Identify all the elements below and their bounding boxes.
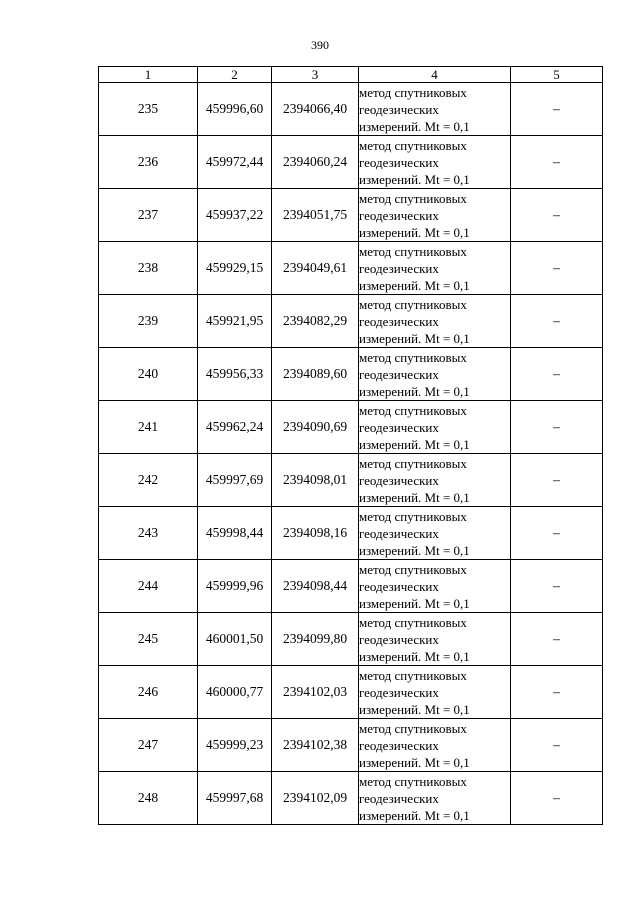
note-cell: –	[511, 348, 603, 401]
table-row	[99, 454, 603, 507]
x-coordinate-cell: 459998,44	[198, 507, 272, 560]
y-coordinate-cell: 2394060,24	[272, 136, 359, 189]
note-cell: –	[511, 613, 603, 666]
table-row	[99, 83, 603, 136]
method-line: метод спутниковых	[359, 561, 467, 577]
page-number: 390	[311, 38, 329, 52]
y-coordinate-cell: 2394102,03	[272, 666, 359, 719]
method-cell	[359, 560, 511, 613]
point-number-cell: 245	[99, 613, 198, 666]
x-coordinate-cell: 459929,15	[198, 242, 272, 295]
y-coordinate-cell: 2394099,80	[272, 613, 359, 666]
table-row	[99, 348, 603, 401]
point-number-cell: 244	[99, 560, 198, 613]
y-coordinate-cell: 2394089,60	[272, 348, 359, 401]
x-coordinate-cell: 459999,23	[198, 719, 272, 772]
table-row	[99, 613, 603, 666]
method-cell	[359, 136, 511, 189]
method-line: метод спутниковых	[359, 296, 467, 312]
table-row	[99, 719, 603, 772]
x-coordinate-cell: 459937,22	[198, 189, 272, 242]
method-cell	[359, 295, 511, 348]
x-coordinate-cell: 459956,33	[198, 348, 272, 401]
table-row	[99, 666, 603, 719]
point-number-cell: 240	[99, 348, 198, 401]
method-line: измерений. Mt = 0,1	[359, 701, 470, 717]
note-cell: –	[511, 454, 603, 507]
note-cell: –	[511, 242, 603, 295]
method-line: измерений. Mt = 0,1	[359, 648, 470, 664]
x-coordinate-cell: 460000,77	[198, 666, 272, 719]
note-cell: –	[511, 719, 603, 772]
y-coordinate-cell: 2394051,75	[272, 189, 359, 242]
y-coordinate-cell: 2394049,61	[272, 242, 359, 295]
point-number-cell: 243	[99, 507, 198, 560]
note-cell: –	[511, 295, 603, 348]
y-coordinate-cell: 2394098,44	[272, 560, 359, 613]
point-number-cell: 238	[99, 242, 198, 295]
note-cell: –	[511, 666, 603, 719]
note-cell: –	[511, 83, 603, 136]
method-line: измерений. Mt = 0,1	[359, 542, 470, 558]
method-line: измерений. Mt = 0,1	[359, 224, 470, 240]
method-line: метод спутниковых	[359, 243, 467, 259]
method-line: геодезических	[359, 790, 439, 806]
method-line: метод спутниковых	[359, 349, 467, 365]
method-line: метод спутниковых	[359, 667, 467, 683]
method-line: измерений. Mt = 0,1	[359, 171, 470, 187]
method-cell	[359, 189, 511, 242]
method-line: геодезических	[359, 525, 439, 541]
method-line: измерений. Mt = 0,1	[359, 383, 470, 399]
point-number-cell: 242	[99, 454, 198, 507]
method-cell	[359, 401, 511, 454]
method-line: геодезических	[359, 737, 439, 753]
method-line: геодезических	[359, 366, 439, 382]
method-line: геодезических	[359, 101, 439, 117]
method-line: измерений. Mt = 0,1	[359, 807, 470, 823]
method-line: геодезических	[359, 472, 439, 488]
note-cell: –	[511, 507, 603, 560]
header-col-4: 4	[359, 67, 511, 83]
table-body	[99, 83, 603, 825]
method-cell	[359, 242, 511, 295]
method-line: геодезических	[359, 260, 439, 276]
method-line: метод спутниковых	[359, 455, 467, 471]
note-cell: –	[511, 189, 603, 242]
method-line: измерений. Mt = 0,1	[359, 330, 470, 346]
x-coordinate-cell: 460001,50	[198, 613, 272, 666]
y-coordinate-cell: 2394066,40	[272, 83, 359, 136]
method-line: метод спутниковых	[359, 508, 467, 524]
method-line: геодезических	[359, 684, 439, 700]
table-row	[99, 560, 603, 613]
note-cell: –	[511, 772, 603, 825]
method-line: измерений. Mt = 0,1	[359, 489, 470, 505]
method-line: геодезических	[359, 313, 439, 329]
table-header-row	[99, 67, 603, 83]
point-number-cell: 246	[99, 666, 198, 719]
x-coordinate-cell: 459996,60	[198, 83, 272, 136]
x-coordinate-cell: 459921,95	[198, 295, 272, 348]
x-coordinate-cell: 459997,69	[198, 454, 272, 507]
method-line: измерений. Mt = 0,1	[359, 118, 470, 134]
note-cell: –	[511, 136, 603, 189]
point-number-cell: 248	[99, 772, 198, 825]
y-coordinate-cell: 2394102,38	[272, 719, 359, 772]
method-line: метод спутниковых	[359, 190, 467, 206]
method-line: метод спутниковых	[359, 137, 467, 153]
method-cell	[359, 507, 511, 560]
y-coordinate-cell: 2394098,16	[272, 507, 359, 560]
table-row	[99, 401, 603, 454]
method-line: геодезических	[359, 578, 439, 594]
method-cell	[359, 719, 511, 772]
note-cell: –	[511, 560, 603, 613]
x-coordinate-cell: 459997,68	[198, 772, 272, 825]
point-number-cell: 235	[99, 83, 198, 136]
method-line: измерений. Mt = 0,1	[359, 277, 470, 293]
method-line: геодезических	[359, 631, 439, 647]
method-line: метод спутниковых	[359, 84, 467, 100]
y-coordinate-cell: 2394098,01	[272, 454, 359, 507]
method-line: метод спутниковых	[359, 614, 467, 630]
table-row	[99, 507, 603, 560]
table-row	[99, 189, 603, 242]
method-line: метод спутниковых	[359, 773, 467, 789]
method-cell	[359, 348, 511, 401]
table-row	[99, 772, 603, 825]
method-cell	[359, 454, 511, 507]
point-number-cell: 239	[99, 295, 198, 348]
method-cell	[359, 83, 511, 136]
method-line: измерений. Mt = 0,1	[359, 754, 470, 770]
x-coordinate-cell: 459999,96	[198, 560, 272, 613]
point-number-cell: 236	[99, 136, 198, 189]
x-coordinate-cell: 459962,24	[198, 401, 272, 454]
method-cell	[359, 772, 511, 825]
method-line: измерений. Mt = 0,1	[359, 595, 470, 611]
method-line: измерений. Mt = 0,1	[359, 436, 470, 452]
header-col-2: 2	[198, 67, 272, 83]
note-cell: –	[511, 401, 603, 454]
method-cell	[359, 666, 511, 719]
header-col-3: 3	[272, 67, 359, 83]
point-number-cell: 237	[99, 189, 198, 242]
method-line: метод спутниковых	[359, 402, 467, 418]
x-coordinate-cell: 459972,44	[198, 136, 272, 189]
point-number-cell: 241	[99, 401, 198, 454]
method-line: геодезических	[359, 207, 439, 223]
method-line: геодезических	[359, 419, 439, 435]
method-line: метод спутниковых	[359, 720, 467, 736]
y-coordinate-cell: 2394102,09	[272, 772, 359, 825]
table-row	[99, 136, 603, 189]
point-number-cell: 247	[99, 719, 198, 772]
header-col-5: 5	[511, 67, 603, 83]
y-coordinate-cell: 2394082,29	[272, 295, 359, 348]
y-coordinate-cell: 2394090,69	[272, 401, 359, 454]
method-cell	[359, 613, 511, 666]
table-row	[99, 242, 603, 295]
header-col-1: 1	[99, 67, 198, 83]
table-row	[99, 295, 603, 348]
method-line: геодезических	[359, 154, 439, 170]
coordinates-table	[98, 66, 603, 825]
